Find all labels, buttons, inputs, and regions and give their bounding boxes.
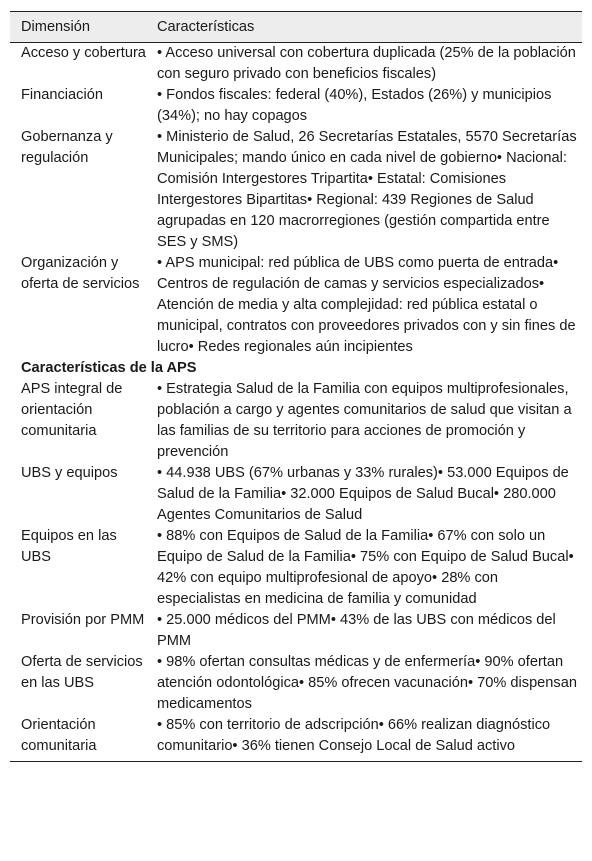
row-dimension: Acceso y cobertura [21,45,146,61]
table-row [10,652,582,715]
row-features: • Estrategia Salud de la Familia con equipos multiprofesionales, población a cargo y agentes comunitarios de salud que visitan a las familias de su territorio para acciones de promoción y prevención [157,381,572,460]
table-row [10,610,582,652]
header-features: Características [157,18,255,35]
table-row [10,715,582,762]
row-dimension: Organización y oferta de servicios [21,255,140,292]
characteristics-table [10,11,582,762]
row-dimension: Orientación comunitaria [21,717,97,754]
table-row [10,43,582,86]
row-features: • 85% con territorio de adscripción• 66% realizan diagnóstico comunitario• 36% tienen Consejo Local de Salud activo [157,717,551,754]
row-features: • Ministerio de Salud, 26 Secretarías Estatales, 5570 Secretarías Municipales; mando único en cada nivel de gobierno• Nacional: Comisión Intergestores Tripartita• Estatal: Comisiones Intergestores Bipartitas• Regional: 439 Regiones de Salud agrupadas en 120 macrorregiones (gestión compartida entre SES y SMS) [157,129,577,250]
row-dimension: Equipos en las UBS [21,528,117,565]
row-dimension: UBS y equipos [21,465,118,481]
section-header-row [10,358,582,379]
table-row [10,85,582,127]
row-dimension: Provisión por PMM [21,612,145,628]
section-title: Características de la APS [21,360,197,376]
row-features: • Fondos fiscales: federal (40%), Estados (26%) y municipios (34%); no hay copagos [157,87,552,124]
row-features: • 44.938 UBS (67% urbanas y 33% rurales)• 53.000 Equipos de Salud de la Familia• 32.000 Equipos de Salud Bucal• 280.000 Agentes Comunitarios de Salud [157,465,569,523]
row-dimension: Oferta de servicios en las UBS [21,654,143,691]
row-features: • 25.000 médicos del PMM• 43% de las UBS con médicos del PMM [157,612,556,649]
table-row [10,463,582,526]
row-features: • Acceso universal con cobertura duplicada (25% de la población con seguro privado con beneficios fiscales) [157,45,576,82]
characteristics-table-container [10,11,582,762]
row-dimension: APS integral de orientación comunitaria [21,381,123,439]
row-features: • 88% con Equipos de Salud de la Familia• 67% con solo un Equipo de Salud de la Familia• 75% con Equipo de Salud Bucal• 42% con equipo multiprofesional de apoyo• 28% con especialistas en medicina de familia y comunidad [157,528,574,607]
table-row [10,379,582,463]
row-features: • 98% ofertan consultas médicas y de enfermería• 90% ofertan atención odontológica• 85% ofrecen vacunación• 70% dispensan medicamentos [157,654,577,712]
row-features: • APS municipal: red pública de UBS como puerta de entrada• Centros de regulación de camas y servicios especializados• Atención de media y alta complejidad: red pública estatal o municipal, contratos con proveedores privados con y sin fines de lucro• Redes regionales aún incipientes [157,255,576,355]
header-dimension: Dimensión [21,18,90,35]
table-row [10,127,582,253]
table-row [10,253,582,358]
row-dimension: Financiación [21,87,103,103]
table-header-row [10,12,582,43]
table-row [10,526,582,610]
row-dimension: Gobernanza y regulación [21,129,113,166]
